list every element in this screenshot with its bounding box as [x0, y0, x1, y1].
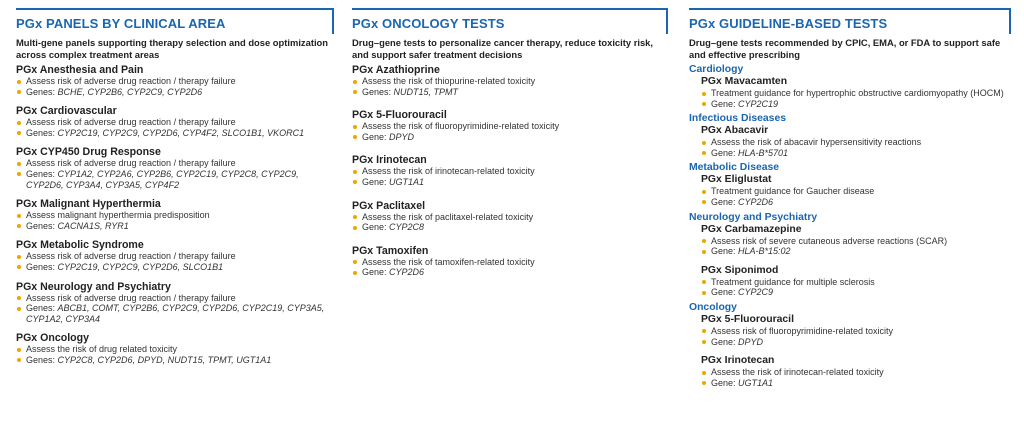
test-entry — [701, 76, 1011, 109]
test-details — [16, 76, 334, 97]
test-genes — [352, 177, 668, 188]
gene-label: Genes: — [362, 86, 394, 97]
test-description: Assess the risk of irinotecan-related toxicity — [352, 166, 668, 177]
gene-label: Gene: — [362, 267, 390, 278]
test-entry — [16, 146, 334, 190]
category-group — [689, 162, 1011, 207]
test-description: Assess risk of adverse drug reaction / therapy failure — [16, 117, 334, 128]
category-group — [689, 64, 1011, 109]
test-details — [701, 137, 1011, 158]
test-details — [701, 367, 1011, 388]
test-description: Treatment guidance for multiple sclerosis — [701, 277, 1011, 288]
test-name: PGx Anesthesia and Pain — [16, 64, 144, 76]
category-group — [689, 212, 1011, 298]
category-title: Infectious Diseases — [689, 113, 787, 125]
panels-intro: Multi-gene panels supporting therapy selection and dose optimization across complex treatment areas — [16, 37, 329, 60]
gene-label: Genes: — [26, 261, 58, 272]
test-description: Assess risk of fluoropyrimidine-related toxicity — [701, 326, 1011, 337]
gene-list: CACNA1S, RYR1 — [57, 220, 129, 231]
test-details — [701, 326, 1011, 347]
test-genes — [701, 337, 1011, 348]
gene-list: ABCB1, COMT, CYP2B6, CYP2C9, CYP2D6, CYP2C19, CYP3A5, CYP1A2, CYP3A4 — [26, 303, 325, 324]
test-genes — [16, 355, 334, 366]
test-genes — [701, 197, 1011, 208]
oncology-list — [352, 64, 668, 278]
test-description: Assess the risk of thiopurine-related toxicity — [352, 76, 668, 87]
gene-list: DPYD — [738, 336, 764, 347]
gene-label: Gene: — [711, 377, 739, 388]
gene-list: CYP2D6 — [738, 196, 774, 207]
test-description: Assess the risk of abacavir hypersensitivity reactions — [701, 137, 1011, 148]
test-name: PGx Metabolic Syndrome — [16, 239, 144, 252]
test-details — [16, 344, 334, 365]
test-entry — [701, 355, 1011, 388]
test-name: PGx Cardiovascular — [16, 105, 117, 118]
test-details — [16, 158, 334, 190]
test-genes — [352, 87, 668, 98]
test-genes — [701, 99, 1011, 110]
test-entry — [16, 198, 334, 231]
guideline-header — [689, 8, 1011, 34]
test-description: Assess the risk of paclitaxel-related toxicity — [352, 212, 668, 223]
oncology-intro: Drug–gene tests to personalize cancer therapy, reduce toxicity risk, and support safer treatment decisions — [352, 37, 653, 60]
test-name: PGx Tamoxifen — [352, 244, 429, 257]
test-entry — [701, 224, 1011, 257]
oncology-column — [352, 8, 668, 290]
panels-header — [16, 8, 334, 34]
test-details — [701, 186, 1011, 207]
test-name: PGx Oncology — [16, 332, 89, 345]
test-genes — [701, 246, 1011, 257]
test-entry — [16, 105, 334, 138]
test-description: Assess the risk of irinotecan-related toxicity — [701, 367, 1011, 378]
test-details — [701, 88, 1011, 109]
gene-list: UGT1A1 — [389, 176, 425, 187]
test-name: PGx Malignant Hyperthermia — [16, 198, 161, 211]
test-details — [701, 236, 1011, 257]
category-title: Neurology and Psychiatry — [689, 211, 818, 223]
test-name: PGx 5-Fluorouracil — [701, 313, 794, 325]
test-entry — [16, 281, 334, 325]
test-genes — [701, 148, 1011, 159]
guideline-title: PGx GUIDELINE-BASED TESTS — [689, 16, 888, 31]
test-details — [16, 293, 334, 325]
oncology-header — [352, 8, 668, 34]
test-name: PGx Azathioprine — [352, 64, 440, 76]
gene-label: Genes: — [26, 303, 58, 314]
test-genes — [16, 262, 334, 273]
gene-label: Genes: — [26, 127, 58, 138]
test-entry — [701, 265, 1011, 298]
guideline-column — [689, 8, 1011, 392]
test-entry — [352, 200, 668, 233]
test-entry — [352, 109, 668, 142]
test-name: PGx Neurology and Psychiatry — [16, 280, 171, 293]
test-details — [16, 117, 334, 138]
test-description: Assess the risk of fluoropyrimidine-related toxicity — [352, 121, 668, 132]
test-details — [352, 166, 668, 187]
gene-list: CYP2C8 — [389, 222, 425, 233]
test-description: Assess the risk of tamoxifen-related toxicity — [352, 257, 668, 268]
gene-list: NUDT15, TPMT — [393, 86, 459, 97]
test-name: PGx Carbamazepine — [701, 223, 802, 235]
test-name: PGx Mavacamten — [701, 76, 788, 87]
test-details — [352, 121, 668, 142]
test-name: PGx Siponimod — [701, 264, 779, 276]
test-details — [16, 210, 334, 231]
gene-label: Gene: — [711, 287, 739, 298]
test-name: PGx CYP450 Drug Response — [16, 146, 161, 159]
test-name: PGx Paclitaxel — [352, 199, 426, 212]
category-title: Metabolic Disease — [689, 162, 780, 174]
test-genes — [352, 222, 668, 233]
test-name: PGx Irinotecan — [352, 154, 427, 167]
test-genes — [16, 87, 334, 98]
test-details — [701, 277, 1011, 298]
gene-label: Gene: — [711, 98, 739, 109]
category-group — [689, 302, 1011, 388]
test-genes — [16, 169, 334, 190]
gene-label: Gene: — [711, 196, 739, 207]
test-entry — [16, 239, 334, 272]
test-name: PGx 5-Fluorouracil — [352, 109, 447, 122]
test-description: Assess malignant hyperthermia predisposition — [16, 210, 334, 221]
guideline-intro: Drug–gene tests recommended by CPIC, EMA, or FDA to support safe and effective prescribing — [689, 37, 1001, 60]
gene-label: Gene: — [362, 131, 390, 142]
gene-list: CYP2C19 — [738, 98, 779, 109]
test-description: Treatment guidance for hypertrophic obstructive cardiomyopathy (HOCM) — [701, 88, 1011, 99]
gene-list: UGT1A1 — [738, 377, 774, 388]
test-entry — [352, 154, 668, 187]
test-name: PGx Abacavir — [701, 125, 769, 137]
test-description: Assess risk of severe cutaneous adverse reactions (SCAR) — [701, 236, 1011, 247]
gene-label: Genes: — [26, 354, 58, 365]
test-details — [352, 257, 668, 278]
test-genes — [701, 378, 1011, 389]
test-description: Assess risk of adverse drug reaction / therapy failure — [16, 76, 334, 87]
test-description: Treatment guidance for Gaucher disease — [701, 186, 1011, 197]
test-genes — [701, 287, 1011, 298]
test-details — [16, 251, 334, 272]
test-description: Assess the risk of drug related toxicity — [16, 344, 334, 355]
gene-list: CYP2C19, CYP2C9, CYP2D6, SLCO1B1 — [57, 261, 224, 272]
test-entry — [352, 64, 668, 97]
test-genes — [352, 267, 668, 278]
gene-list: HLA-B*15:02 — [738, 246, 791, 257]
guideline-list — [689, 64, 1011, 388]
gene-list: CYP2D6 — [389, 267, 425, 278]
test-name: PGx Eliglustat — [701, 174, 772, 186]
test-description: Assess risk of adverse drug reaction / therapy failure — [16, 251, 334, 262]
gene-label: Gene: — [711, 336, 739, 347]
test-description: Assess risk of adverse drug reaction / therapy failure — [16, 293, 334, 304]
gene-list: DPYD — [389, 131, 415, 142]
gene-list: BCHE, CYP2B6, CYP2C9, CYP2D6 — [57, 86, 203, 97]
gene-list: HLA-B*5701 — [738, 147, 789, 158]
gene-list: CYP2C9 — [738, 287, 774, 298]
gene-list: CYP2C19, CYP2C9, CYP2D6, CYP4F2, SLCO1B1, VKORC1 — [57, 127, 305, 138]
test-details — [352, 76, 668, 97]
test-entry — [16, 64, 334, 97]
gene-list: CYP2C8, CYP2D6, DPYD, NUDT15, TPMT, UGT1A1 — [57, 354, 272, 365]
gene-label: Genes: — [26, 86, 58, 97]
test-genes — [16, 303, 334, 324]
gene-list: CYP1A2, CYP2A6, CYP2B6, CYP2C19, CYP2C8, CYP2C9, CYP2D6, CYP3A4, CYP3A5, CYP4F2 — [26, 168, 299, 190]
panels-title: PGx PANELS BY CLINICAL AREA — [16, 16, 226, 31]
test-genes — [16, 221, 334, 232]
category-group — [689, 113, 1011, 158]
gene-label: Genes: — [26, 220, 58, 231]
panels-column — [16, 8, 334, 374]
category-title: Oncology — [689, 301, 737, 313]
gene-label: Genes: — [26, 168, 58, 179]
gene-label: Gene: — [711, 246, 739, 257]
gene-label: Gene: — [362, 222, 390, 233]
test-entry — [701, 125, 1011, 158]
oncology-title: PGx ONCOLOGY TESTS — [352, 16, 505, 31]
category-title: Cardiology — [689, 64, 744, 75]
gene-label: Gene: — [711, 147, 739, 158]
test-entry — [16, 332, 334, 365]
test-genes — [352, 132, 668, 143]
gene-label: Gene: — [362, 176, 390, 187]
test-name: PGx Irinotecan — [701, 355, 775, 367]
panels-list — [16, 64, 334, 366]
test-entry — [352, 245, 668, 278]
test-entry — [701, 174, 1011, 207]
test-details — [352, 212, 668, 233]
test-description: Assess risk of adverse drug reaction / therapy failure — [16, 158, 334, 169]
test-entry — [701, 314, 1011, 347]
test-genes — [16, 128, 334, 139]
